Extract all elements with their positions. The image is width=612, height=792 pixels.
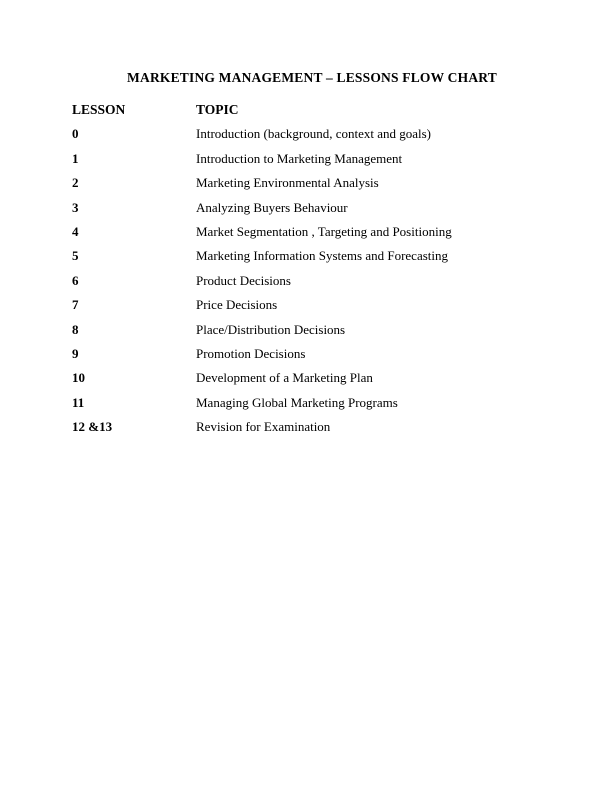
topic-cell: Market Segmentation , Targeting and Positioning (196, 223, 452, 239)
lesson-cell: 2 (72, 175, 79, 191)
topic-cell: Managing Global Marketing Programs (196, 394, 398, 410)
table-row (72, 342, 552, 366)
topic-cell: Place/Distribution Decisions (196, 321, 346, 337)
topic-cell: Introduction to Marketing Management (196, 150, 403, 166)
table-row (72, 391, 552, 415)
topic-cell: Marketing Environmental Analysis (196, 175, 379, 191)
lesson-cell: 5 (72, 248, 79, 264)
topic-cell: Price Decisions (196, 297, 278, 313)
lesson-cell: 10 (72, 370, 85, 386)
topic-cell: Introduction (background, context and goals) (196, 126, 432, 142)
table-row (72, 244, 552, 268)
lesson-cell: 12 &13 (72, 419, 113, 435)
lesson-cell: 9 (72, 345, 79, 361)
lessons-table (72, 98, 552, 439)
lesson-column-header: LESSON (72, 102, 126, 117)
topic-column-header: TOPIC (196, 102, 239, 117)
table-row (72, 269, 552, 293)
table-header-row (72, 98, 552, 122)
topic-cell: Marketing Information Systems and Forecasting (196, 248, 449, 264)
table-row (72, 147, 552, 171)
lesson-cell: 8 (72, 321, 79, 337)
table-row (72, 293, 552, 317)
lesson-cell: 11 (72, 394, 85, 410)
topic-cell: Promotion Decisions (196, 345, 306, 361)
page-title: MARKETING MANAGEMENT – LESSONS FLOW CHART (127, 70, 497, 85)
topic-cell: Development of a Marketing Plan (196, 370, 373, 386)
table-row (72, 415, 552, 439)
topic-cell: Product Decisions (196, 272, 291, 288)
lesson-cell: 3 (72, 199, 79, 215)
lesson-cell: 7 (72, 297, 79, 313)
table-row (72, 318, 552, 342)
topic-cell: Revision for Examination (196, 419, 331, 435)
table-row (72, 366, 552, 390)
table-row (72, 220, 552, 244)
table-row (72, 122, 552, 146)
table-row (72, 196, 552, 220)
table-body (72, 122, 552, 439)
lesson-cell: 4 (72, 223, 79, 239)
lesson-cell: 1 (72, 150, 79, 166)
table-row (72, 171, 552, 195)
topic-cell: Analyzing Buyers Behaviour (196, 199, 348, 215)
lesson-cell: 0 (72, 126, 79, 142)
lesson-cell: 6 (72, 272, 79, 288)
